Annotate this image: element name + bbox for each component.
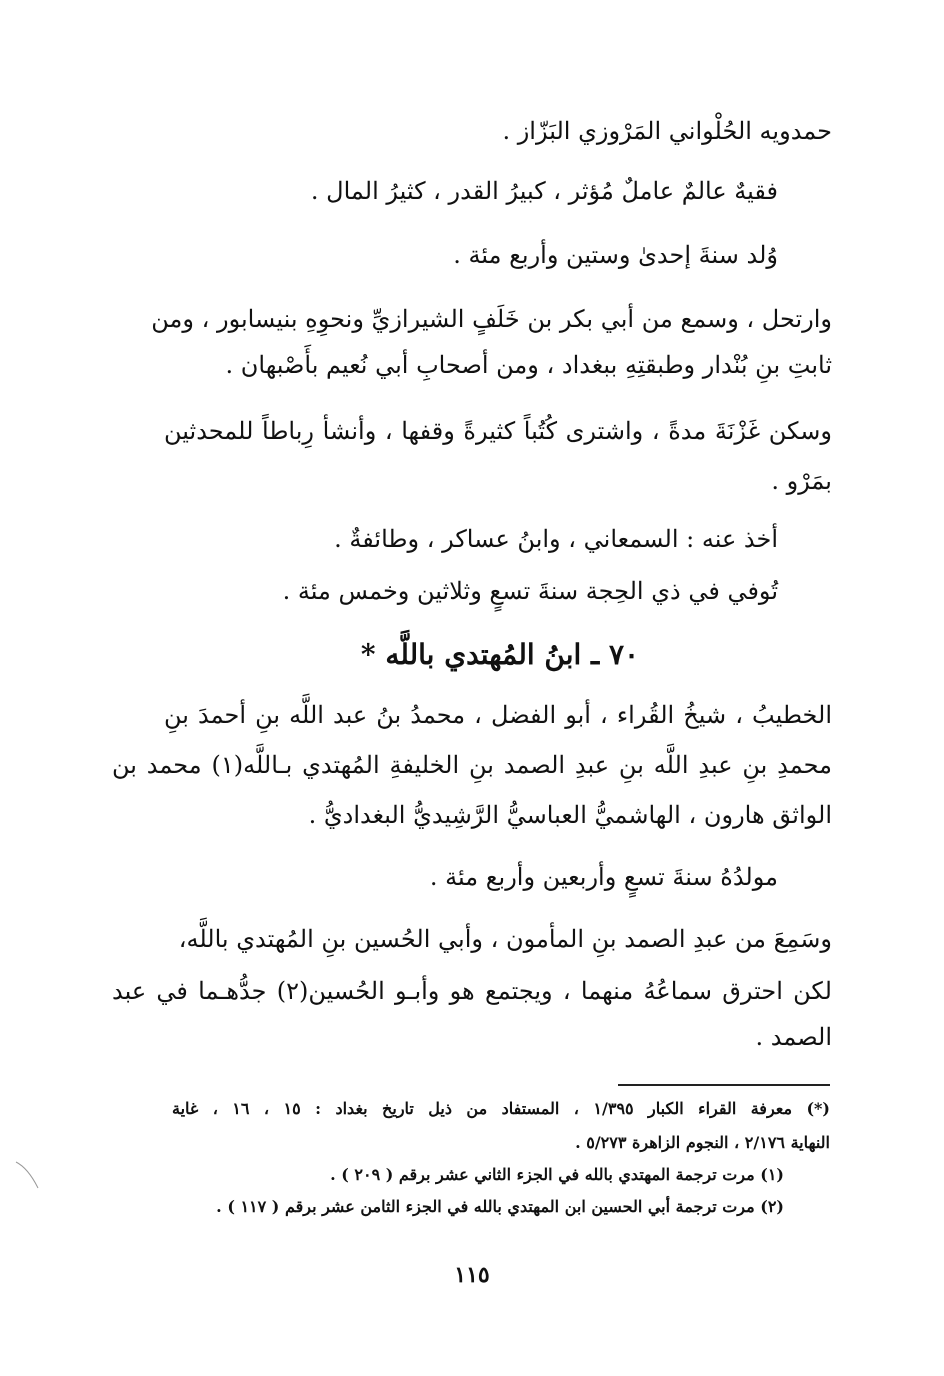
text-line: وسَمِعَ من عبدِ الصمد بنِ المأمون ، وأبي الحُسين بنِ المُهتدي باللَّه،: [178, 925, 832, 953]
footnote-line: النهاية ٢/١٧٦ ، النجوم الزاهرة ٥/٢٧٣ .: [575, 1133, 830, 1152]
footnote-line: (*) معرفة القراء الكبار ١/٣٩٥ ، المستفاد من ذيل تاريخ بغداد : ١٥ ، ١٦ ، غاية: [172, 1099, 830, 1118]
text-line: وُلد سنةَ إحدىٰ وستين وأربع مئة .: [453, 241, 778, 269]
text-line: وسكن غَزْنَةَ مدةً ، واشترى كُتُباً كثيرةً وقفها ، وأنشأ رِباطاً للمحدثين: [164, 417, 833, 445]
footnote-line: (١) مرت ترجمة المهتدي بالله في الجزء الثاني عشر برقم ( ٢٠٩ ) .: [330, 1165, 784, 1184]
text-line: محمدِ بنِ عبدِ اللَّه بنِ عبدِ الصمد بنِ الخليفةِ المُهتدي بـاللَّه(١) محمد بن: [112, 751, 833, 779]
entry-heading: ٧٠ ـ ابنُ المُهتدي باللَّه *: [360, 638, 640, 671]
footnote-line: (٢) مرت ترجمة أبي الحسين ابن المهتدي بالله في الجزء الثامن عشر برقم ( ١١٧ ) .: [216, 1197, 784, 1216]
text-line: الخطيبُ ، شيخُ القُراء ، أبو الفضل ، محمدُ بنُ عبد اللَّه بنِ أحمدَ بنِ: [164, 701, 832, 729]
text-line: تُوفي في ذي الحِجة سنةَ تسعٍ وثلاثين وخمس مئة .: [282, 577, 778, 605]
scan-mark: [14, 1160, 40, 1190]
text-line: بمَرْو .: [771, 467, 832, 495]
text-line: مولدُهُ سنةَ تسعٍ وأربعين وأربع مئة .: [429, 863, 778, 891]
text-line: وارتحل ، وسمع من أبي بكر بن خَلَفٍ الشيرازيِّ ونحوِهِ بنيسابور ، ومن: [151, 305, 832, 333]
text-line: حمدويه الحُلْواني المَرْوزي البَزّاز .: [502, 117, 832, 145]
page-number: ١١٥: [454, 1262, 490, 1288]
footnote-separator: [618, 1084, 830, 1086]
text-line: الصمد .: [755, 1023, 832, 1051]
text-line: الواثق هارون ، الهاشميُّ العباسيُّ الرَّشِيديُّ البغداديُّ .: [308, 801, 832, 829]
text-line: فقيهٌ عالمٌ عاملٌ مُؤثر ، كبيرُ القدر ، كثيرُ المال .: [310, 177, 778, 205]
text-line: ثابتِ بنِ بُنْدار وطبقتِهِ ببغداد ، ومن أصحابِ أبي نُعيم بأَصْبهان .: [225, 351, 832, 379]
text-line: لكن احترق سماعُهُ منهما ، ويجتمع هو وأبـو الحُسين(٢) جدُّهـما في عبد: [112, 977, 832, 1005]
text-line: أخذ عنه : السمعاني ، وابنُ عساكر ، وطائفةٌ .: [334, 525, 778, 553]
